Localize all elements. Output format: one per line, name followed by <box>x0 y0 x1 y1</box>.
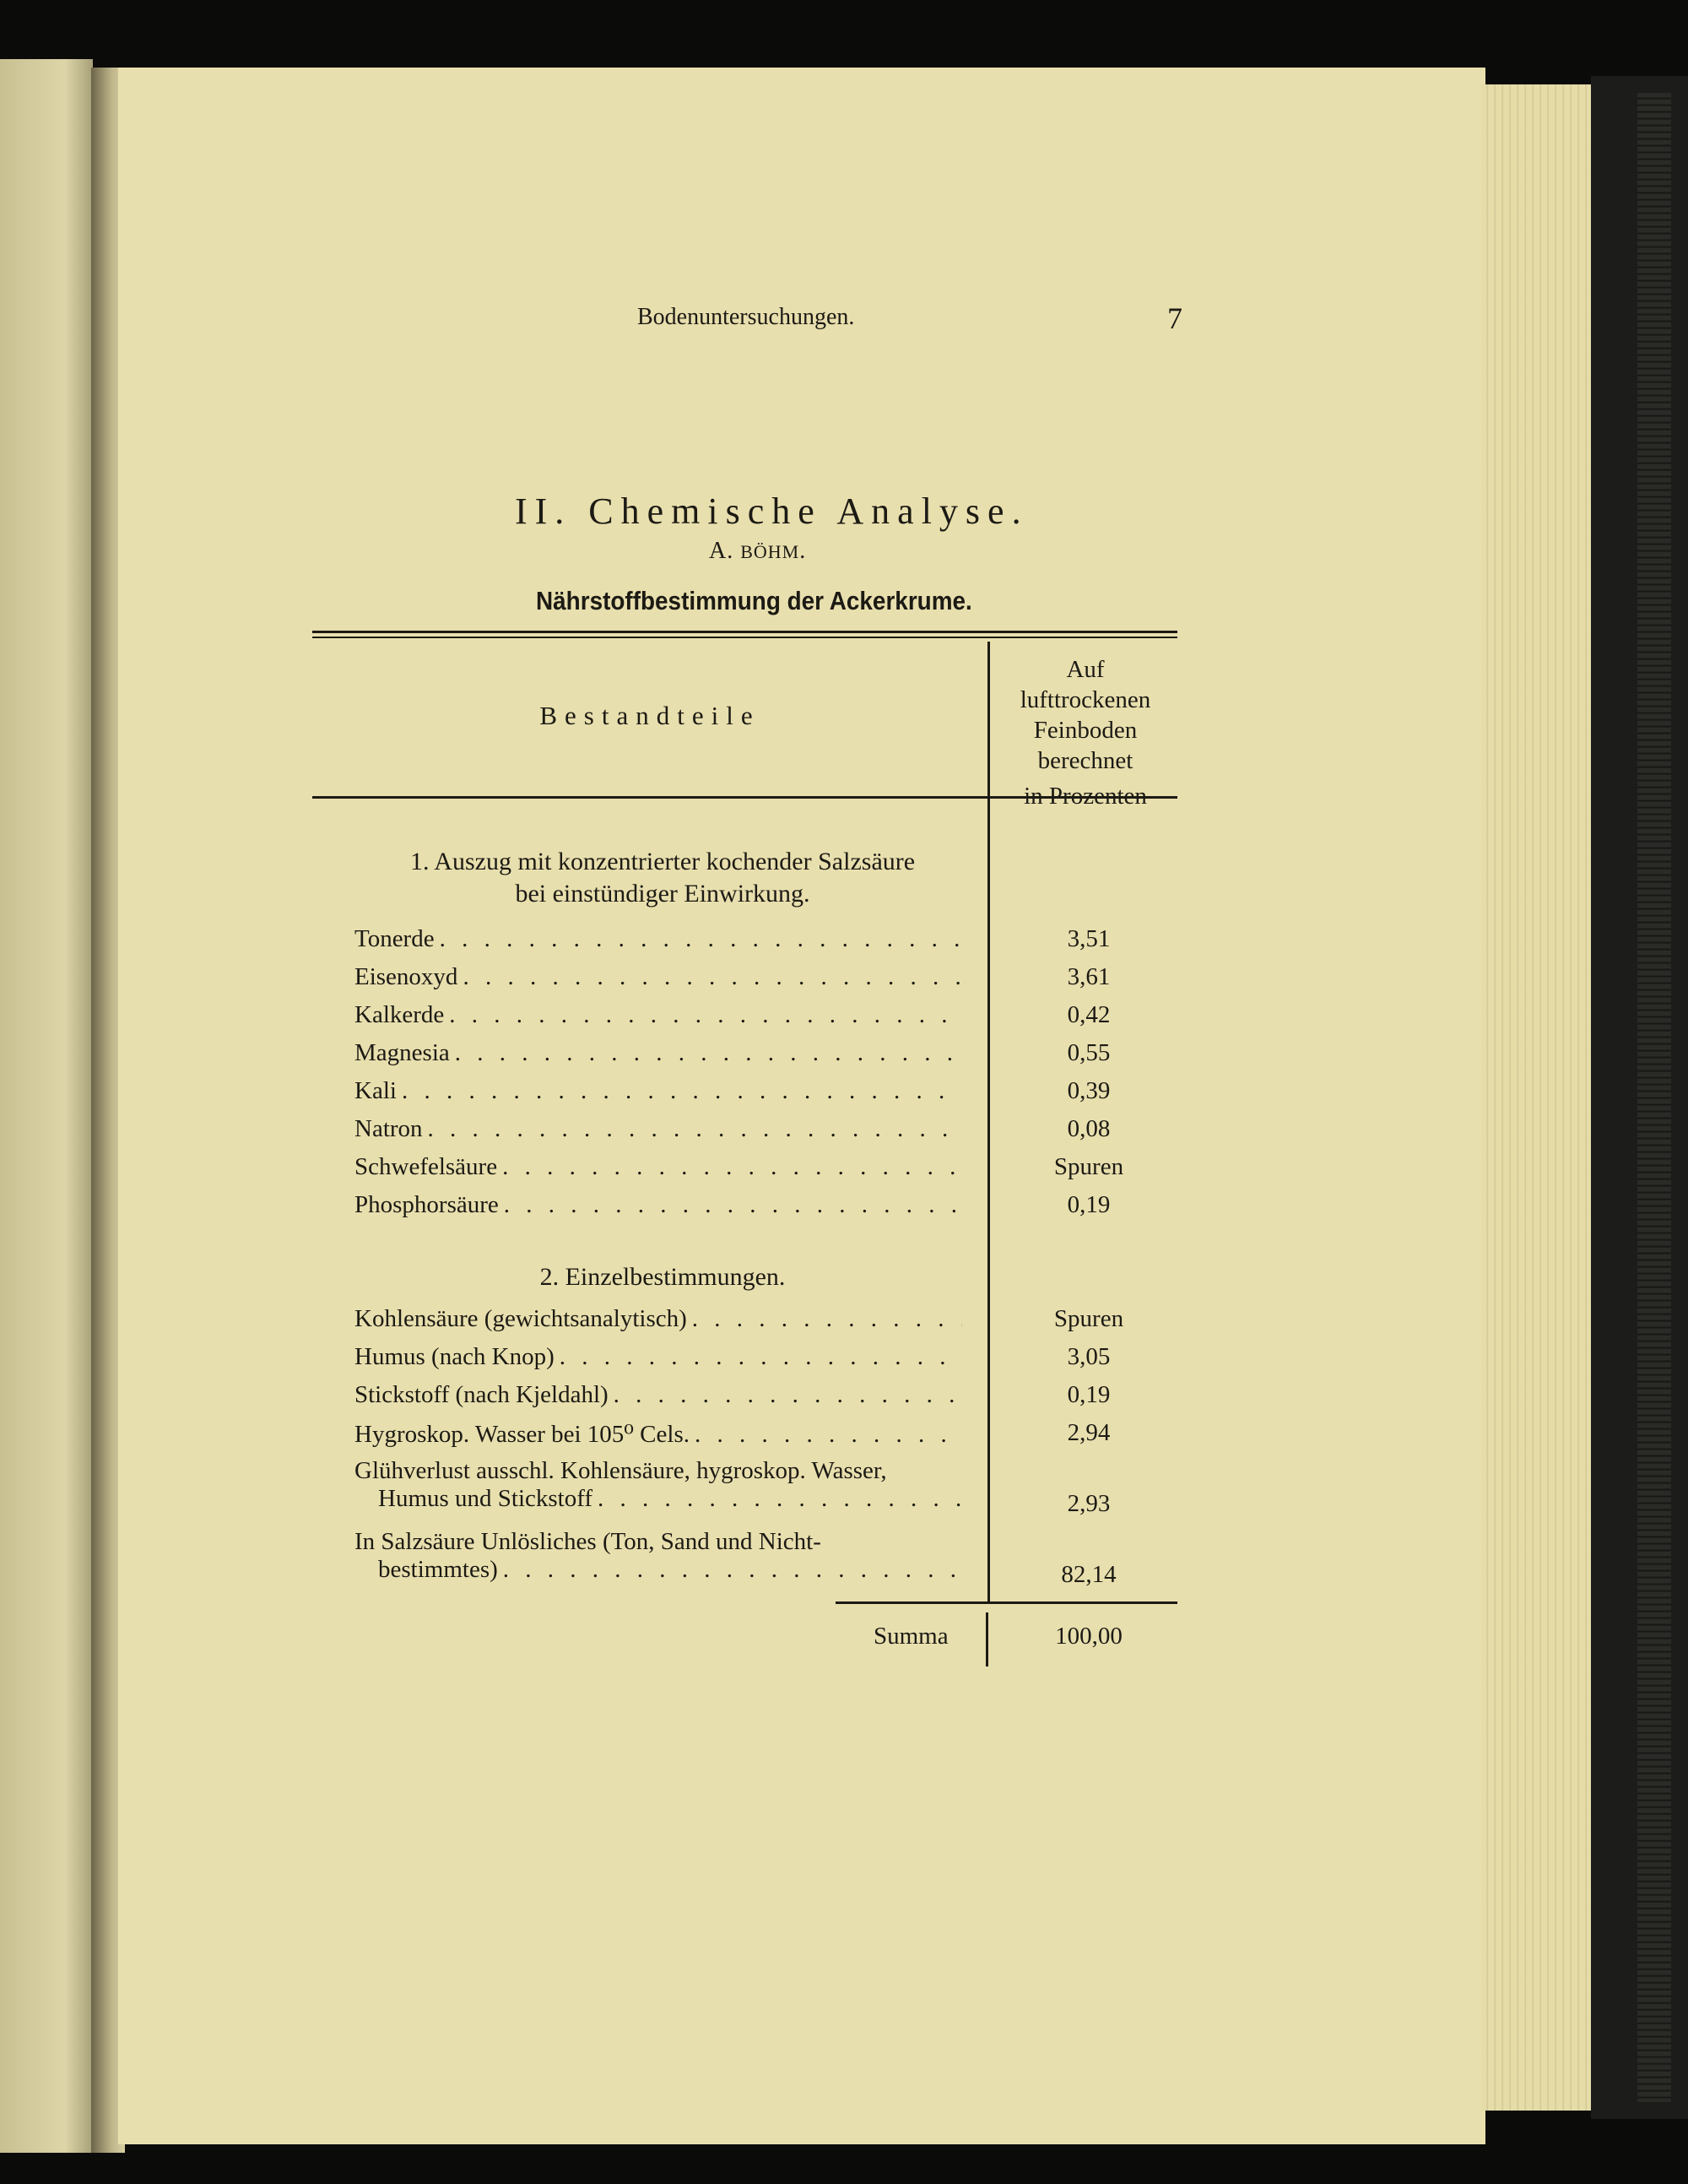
row-value: 0,55 <box>1067 1039 1111 1066</box>
table-row <box>354 1115 962 1143</box>
page-number: 7 <box>1167 301 1182 335</box>
row-label: bestimmtes) <box>378 1556 498 1583</box>
book-binding <box>1637 93 1671 2102</box>
row-value: 3,51 <box>1067 925 1111 952</box>
leader-dots <box>560 1343 962 1371</box>
section-heading: II. Chemische Analyse. <box>515 490 1029 532</box>
table-row <box>354 1039 962 1067</box>
col-head-line: Auf <box>1066 656 1105 683</box>
summa-label: Summa <box>874 1623 949 1650</box>
sum-divider <box>986 1612 988 1666</box>
row-label: Humus (nach Knop) <box>354 1343 555 1370</box>
row-label: Natron <box>354 1115 423 1142</box>
row-label: Stickstoff (nach Kjeldahl) <box>354 1381 609 1408</box>
table-row <box>354 1457 962 1513</box>
leader-dots <box>598 1485 962 1513</box>
row-value: 3,05 <box>1067 1343 1111 1370</box>
leader-dots <box>504 1191 962 1219</box>
row-value: 3,61 <box>1067 963 1111 990</box>
col-head-line: berechnet <box>1037 747 1133 774</box>
table-row <box>354 963 962 991</box>
row-value: 0,42 <box>1067 1001 1111 1028</box>
column-header-prozent <box>992 654 1179 811</box>
table-title: Nährstoffbestimmung der Ackerkrume. <box>536 586 972 615</box>
sum-rule <box>836 1601 1177 1604</box>
table-row <box>354 1528 962 1584</box>
page <box>118 68 1485 2144</box>
section-2-title: 2. Einzelbestimmungen. <box>539 1263 786 1291</box>
leader-dots <box>614 1381 962 1409</box>
row-value: 0,19 <box>1067 1191 1111 1218</box>
section-1-title <box>354 846 971 910</box>
section-1-title-line: bei einstündiger Einwirkung. <box>515 880 810 908</box>
row-label-line: Glühverlust ausschl. Kohlensäure, hygroskop. Wasser, <box>354 1457 887 1484</box>
row-label-cont <box>354 1556 962 1584</box>
leader-dots <box>428 1115 962 1143</box>
table-row <box>354 1191 962 1219</box>
col-head-line: lufttrockenen <box>1020 686 1151 713</box>
leader-dots <box>449 1001 962 1029</box>
table-row <box>354 1343 962 1371</box>
row-label: Tonerde <box>354 925 435 952</box>
author-suffix: . <box>799 538 807 564</box>
table-row <box>354 1077 962 1105</box>
row-label: Magnesia <box>354 1039 450 1066</box>
row-value: 2,93 <box>1067 1490 1111 1517</box>
col-head-line: Feinboden <box>1033 717 1138 744</box>
summa-value: 100,00 <box>1055 1623 1123 1650</box>
leader-dots <box>440 925 962 953</box>
row-label: Humus und Stickstoff <box>378 1485 593 1512</box>
row-value: 0,19 <box>1067 1381 1111 1408</box>
leader-dots <box>502 1153 962 1181</box>
row-value: Spuren <box>1053 1305 1124 1332</box>
row-label-cont <box>354 1485 962 1513</box>
row-label: Schwefelsäure <box>354 1153 498 1180</box>
leader-dots <box>455 1039 962 1067</box>
row-label: Phosphorsäure <box>354 1191 499 1218</box>
leader-dots <box>503 1556 962 1584</box>
table-top-rule-2 <box>312 637 1177 638</box>
page-edges <box>1481 84 1591 2111</box>
row-value: 2,94 <box>1067 1419 1111 1446</box>
row-label-line: In Salzsäure Unlösliches (Ton, Sand und Nicht- <box>354 1528 821 1555</box>
row-label: Kohlensäure (gewichtsanalytisch) <box>354 1305 687 1332</box>
table-row <box>354 1305 962 1333</box>
leader-dots <box>402 1077 962 1105</box>
row-label: Kali <box>354 1077 397 1104</box>
row-value: 82,14 <box>1061 1561 1117 1588</box>
table-row <box>354 1419 962 1449</box>
table-top-rule-1 <box>312 631 1177 633</box>
table-row <box>354 1001 962 1029</box>
leader-dots <box>692 1305 962 1333</box>
running-head: Bodenuntersuchungen. <box>637 304 855 330</box>
author-name: BÖHM <box>740 541 800 562</box>
table-row <box>354 1381 962 1409</box>
row-label: Kalkerde <box>354 1001 445 1028</box>
row-label: Hygroskop. Wasser bei 105⁰ Cels. <box>354 1421 690 1448</box>
author <box>709 538 806 565</box>
row-value: 0,08 <box>1067 1115 1111 1142</box>
column-divider <box>987 642 990 1604</box>
table-row <box>354 1153 962 1181</box>
col-head-line: in Prozenten <box>1024 783 1147 810</box>
row-label: Eisenoxyd <box>354 963 458 990</box>
left-page-edge <box>0 59 93 2153</box>
section-1-title-line: 1. Auszug mit konzentrierter kochender Salzsäure <box>409 848 916 875</box>
leader-dots <box>463 963 962 991</box>
author-initial: A. <box>709 538 741 564</box>
row-value: Spuren <box>1053 1153 1124 1180</box>
column-header-bestandteile: Bestandteile <box>539 701 760 730</box>
table-row <box>354 925 962 953</box>
leader-dots <box>695 1421 962 1449</box>
row-value: 0,39 <box>1067 1077 1111 1104</box>
